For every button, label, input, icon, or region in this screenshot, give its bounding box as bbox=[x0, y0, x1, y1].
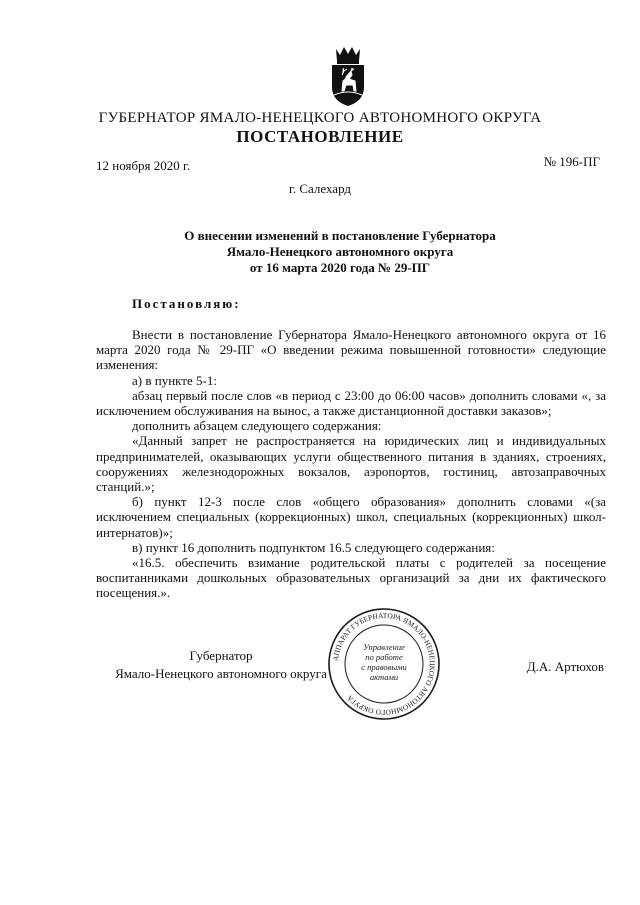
document-date: 12 ноября 2020 г. bbox=[96, 158, 191, 173]
signatory-role-line: Губернатор bbox=[189, 648, 253, 663]
body-paragraph: а) в пункте 5-1: bbox=[132, 372, 217, 388]
document-body bbox=[96, 327, 606, 601]
title-line: Ямало-Ненецкого автономного округа bbox=[226, 244, 454, 259]
issuer-title: ГУБЕРНАТОР ЯМАЛО-НЕНЕЦКОГО АВТОНОМНОГО ОКРУГА bbox=[98, 110, 542, 126]
document-type: ПОСТАНОВЛЕНИЕ bbox=[236, 127, 404, 146]
document-number: № 196-ПГ bbox=[543, 154, 600, 169]
document-city: г. Салехард bbox=[288, 181, 352, 196]
signatory-role bbox=[96, 647, 346, 683]
body-paragraph: дополнить абзацем следующего содержания: bbox=[132, 418, 382, 434]
title-line: О внесении изменений в постановление Губернатора bbox=[184, 228, 496, 243]
stamp-ring-text: АППАРАТ ГУБЕРНАТОРА ЯМАЛО-НЕНЕЦКОГО АВТОНОМНОГО ОКРУГА bbox=[331, 610, 438, 718]
document-title bbox=[120, 228, 560, 276]
resolution-heading: Постановляю: bbox=[132, 296, 241, 311]
stamp-inner-line: по работе bbox=[365, 652, 403, 662]
stamp-inner-line: Управление bbox=[363, 642, 405, 652]
body-paragraph: б) пункт 12-3 после слов «общего образования» дополнить словами «(за исключением специальных (коррекционных) школ, специальных (коррекционных) школ-интернатов)»; bbox=[96, 494, 606, 540]
body-paragraph: «16.5. обеспечить взимание родительской платы с родителей за посещение воспитанниками дошкольных образовательных организаций за дни их фактического посещения.». bbox=[96, 555, 606, 601]
official-stamp bbox=[326, 606, 442, 722]
body-paragraph: «Данный запрет не распространяется на юридических лиц и индивидуальных предпринимателей, оказывающих услуги общественного питания в зданиях, строениях, сооружениях железнодорожных вокзалов, аэропортов, гостиниц, автозаправочных станций.»; bbox=[96, 433, 606, 495]
coat-of-arms-icon bbox=[328, 45, 368, 107]
stamp-inner-line: с правовыми bbox=[361, 662, 407, 672]
body-paragraph: Внести в постановление Губернатора Ямало-Ненецкого автономного округа от 16 марта 2020 года № 29-ПГ «О введении режима повышенной готовности» следующие изменения: bbox=[96, 327, 606, 373]
stamp-inner-line: актами bbox=[369, 672, 399, 682]
signatory-name: Д.А. Артюхов bbox=[526, 659, 604, 674]
body-paragraph: в) пункт 16 дополнить подпунктом 16.5 следующего содержания: bbox=[132, 539, 495, 555]
signatory-role-line: Ямало-Ненецкого автономного округа bbox=[115, 666, 327, 681]
body-paragraph: абзац первый после слов «в период с 23:00 до 06:00 часов» дополнить словами «, за исключением обслуживания на вынос, а также дистанционной доставки заказов»; bbox=[96, 387, 606, 419]
title-line: от 16 марта 2020 года № 29-ПГ bbox=[249, 260, 431, 275]
